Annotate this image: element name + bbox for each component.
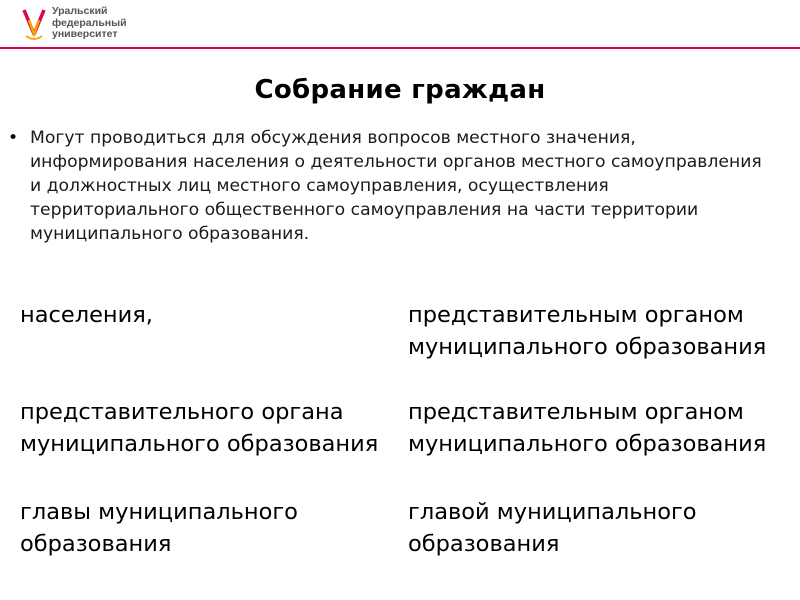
university-logo-text [52,6,127,41]
table-cell-left: представительного органа муниципального образования [20,399,379,457]
logo-line: федеральный [52,16,127,29]
table-row [0,300,800,397]
slide-title: Собрание граждан [254,75,546,105]
table-row [0,497,800,560]
header-divider [0,47,800,49]
university-logo-icon [22,6,46,42]
bullet-item [8,126,778,246]
table-cell-right: представительным органом муниципального образования [408,302,767,360]
comparison-table [0,300,800,560]
bullet-text: Могут проводиться для обсуждения вопросов местного значения, информирования населения о деятельности органов местного самоуправления и должностных лиц местного самоуправления, осуществления территориального общественного самоуправления на части территории муниципального образования. [30,128,762,244]
table-cell-right: главой муниципального образования [408,499,697,557]
logo-line: университет [52,28,118,40]
table-row [0,397,800,497]
table-cell-left: населения, [20,302,153,328]
slide-header [0,0,800,48]
bullet-marker: • [8,128,19,148]
table-cell-right: представительным органом муниципального образования [408,399,767,457]
logo-line: Уральский [52,5,108,17]
table-cell-left: главы муниципального образования [20,499,298,557]
